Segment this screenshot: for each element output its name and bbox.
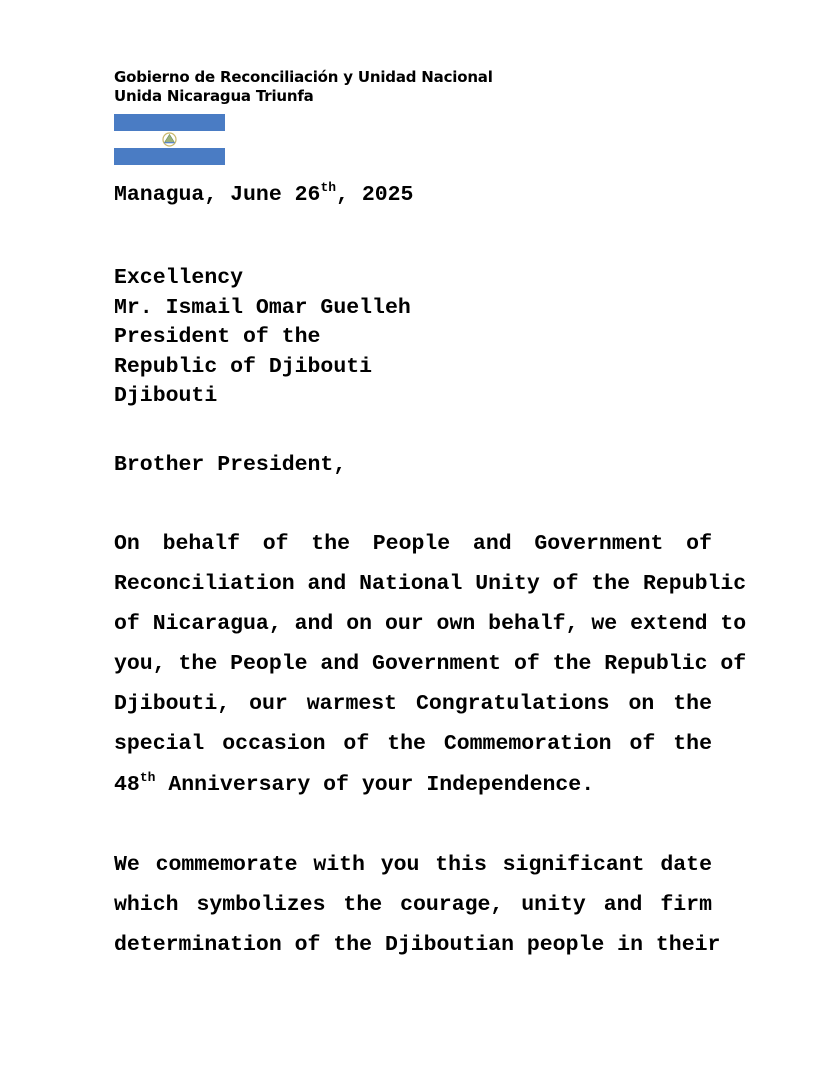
paragraph-line: Djibouti, our warmest Congratulations on the (114, 692, 712, 717)
paragraph-line-last (114, 765, 712, 805)
recipient-line: Djibouti (114, 384, 218, 408)
date-ordinal: th (320, 180, 337, 195)
date-day: Managua, June 26 (114, 183, 321, 207)
paragraph-line: On behalf of the People and Government of (114, 532, 712, 556)
anniversary-text: Anniversary of your Independence. (155, 772, 595, 797)
recipient-address (114, 264, 411, 412)
body-paragraph-2 (114, 845, 721, 965)
paragraph-line: of Nicaragua, and on our own behalf, we extend to (114, 612, 747, 637)
paragraph-line: which symbolizes the courage, unity and firm (114, 893, 712, 918)
anniversary-number: 48 (114, 772, 140, 797)
paragraph-line: We commemorate with you this significant date (114, 853, 712, 877)
recipient-line: Mr. Ismail Omar Guelleh (114, 295, 411, 320)
recipient-line: Republic of Djibouti (114, 354, 373, 379)
anniversary-ordinal: th (139, 769, 156, 785)
nicaragua-flag-icon (114, 114, 225, 165)
letter-date (114, 180, 413, 210)
salutation: Brother President, (114, 453, 347, 477)
paragraph-line: you, the People and Government of the Republic of (114, 652, 747, 677)
recipient-line: President of the (114, 325, 321, 349)
letterhead (114, 68, 493, 106)
body-paragraph-1 (114, 524, 747, 805)
letterhead-motto: Unida Nicaragua Triunfa (114, 87, 314, 105)
paragraph-line: determination of the Djiboutian people in their (114, 933, 721, 958)
paragraph-line: special occasion of the Commemoration of the (114, 732, 712, 757)
recipient-line: Excellency (114, 266, 244, 290)
paragraph-line: Reconciliation and National Unity of the Republic (114, 572, 747, 597)
letterhead-government-name: Gobierno de Reconciliación y Unidad Nacional (114, 68, 493, 86)
date-year: , 2025 (336, 183, 414, 207)
